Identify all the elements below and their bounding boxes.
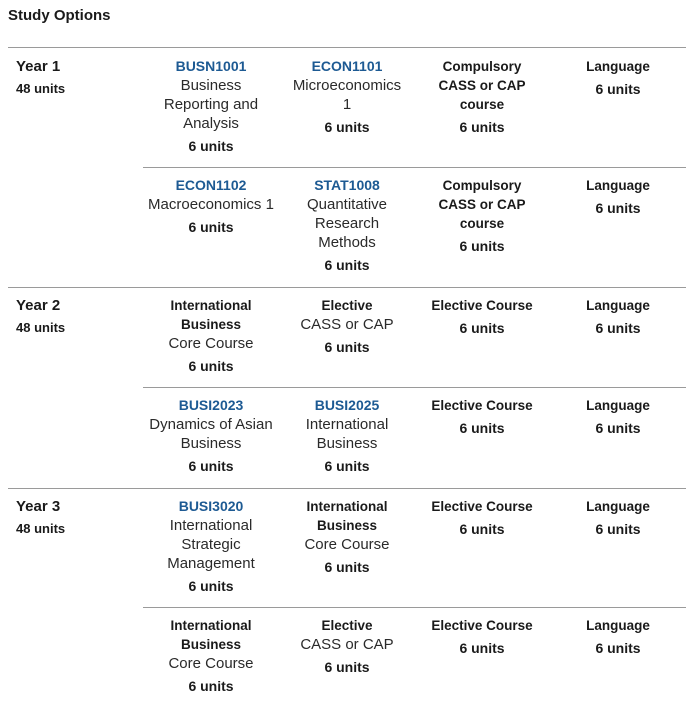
- course-cell: [417, 396, 547, 438]
- course-cell: [417, 296, 547, 338]
- course-units: 6 units: [324, 257, 370, 273]
- course-units: 6 units: [459, 640, 505, 656]
- course-units: 6 units: [188, 678, 234, 694]
- course-cell: [146, 176, 276, 237]
- year-label-1: [16, 57, 65, 97]
- page-title: Study Options: [8, 7, 111, 24]
- course-cell: [282, 497, 412, 577]
- year-units: 48 units: [16, 521, 66, 536]
- course-heading: Elective: [321, 298, 373, 313]
- year-divider: [8, 47, 686, 48]
- year-label-3: [16, 497, 65, 537]
- course-heading: Elective Course: [431, 398, 533, 413]
- course-title: Core Course: [168, 655, 254, 672]
- course-heading: Language: [586, 499, 650, 514]
- course-heading: Language: [586, 178, 650, 193]
- year-name: Year 3: [16, 498, 61, 515]
- course-cell: [417, 57, 547, 137]
- course-code-link[interactable]: STAT1008: [314, 177, 380, 193]
- course-cell: [146, 497, 276, 596]
- course-cell: [553, 497, 683, 539]
- year-units: 48 units: [16, 81, 66, 96]
- row-divider: [143, 607, 686, 608]
- course-title: Macroeconomics 1: [148, 196, 274, 213]
- course-title: Microeconomics 1: [292, 77, 402, 113]
- course-units: 6 units: [188, 219, 234, 235]
- year-label-2: [16, 296, 65, 336]
- course-cell: [553, 396, 683, 438]
- year-name: Year 2: [16, 297, 61, 314]
- course-cell: [146, 57, 276, 156]
- course-heading: International Business: [170, 298, 252, 332]
- course-units: 6 units: [324, 659, 370, 675]
- course-cell: [417, 497, 547, 539]
- course-cell: [282, 57, 412, 137]
- course-heading: International Business: [306, 499, 388, 533]
- course-units: 6 units: [459, 521, 505, 537]
- course-heading: Elective Course: [431, 499, 533, 514]
- course-units: 6 units: [324, 559, 370, 575]
- course-heading: Compulsory CASS or CAP course: [438, 178, 526, 231]
- course-code-link[interactable]: BUSI2025: [314, 397, 380, 413]
- course-units: 6 units: [459, 119, 505, 135]
- course-units: 6 units: [324, 339, 370, 355]
- course-heading: Elective Course: [431, 618, 533, 633]
- course-heading: Language: [586, 59, 650, 74]
- course-cell: [146, 396, 276, 476]
- course-cell: [553, 57, 683, 99]
- year-name: Year 1: [16, 58, 61, 75]
- course-heading: Elective: [321, 618, 373, 633]
- course-units: 6 units: [188, 578, 234, 594]
- course-units: 6 units: [459, 320, 505, 336]
- row-divider: [143, 167, 686, 168]
- course-units: 6 units: [188, 358, 234, 374]
- course-units: 6 units: [324, 458, 370, 474]
- course-units: 6 units: [188, 138, 234, 154]
- course-units: 6 units: [595, 320, 641, 336]
- course-cell: [553, 616, 683, 658]
- course-units: 6 units: [595, 521, 641, 537]
- course-heading: Elective Course: [431, 298, 533, 313]
- course-cell: [146, 616, 276, 696]
- row-divider: [143, 387, 686, 388]
- course-code-link[interactable]: BUSI3020: [178, 498, 244, 514]
- course-title: CASS or CAP: [300, 316, 394, 333]
- course-code-link[interactable]: ECON1102: [175, 177, 247, 193]
- course-cell: [417, 616, 547, 658]
- course-heading: International Business: [170, 618, 252, 652]
- course-heading: Language: [586, 398, 650, 413]
- course-title: CASS or CAP: [300, 636, 394, 653]
- course-units: 6 units: [595, 640, 641, 656]
- course-units: 6 units: [459, 420, 505, 436]
- course-cell: [146, 296, 276, 376]
- course-cell: [282, 296, 412, 357]
- course-units: 6 units: [459, 238, 505, 254]
- course-heading: Language: [586, 298, 650, 313]
- course-units: 6 units: [595, 420, 641, 436]
- course-cell: [553, 176, 683, 218]
- course-title: International Strategic Management: [167, 517, 255, 572]
- course-cell: [282, 616, 412, 677]
- course-cell: [282, 176, 412, 275]
- course-cell: [417, 176, 547, 256]
- year-units: 48 units: [16, 320, 66, 335]
- course-title: Business Reporting and Analysis: [163, 77, 259, 132]
- course-cell: [282, 396, 412, 476]
- course-title: Dynamics of Asian Business: [149, 416, 273, 452]
- course-units: 6 units: [595, 200, 641, 216]
- course-title: Core Course: [168, 335, 254, 352]
- year-divider: [8, 488, 686, 489]
- course-cell: [553, 296, 683, 338]
- course-units: 6 units: [324, 119, 370, 135]
- course-title: International Business: [305, 416, 389, 452]
- course-heading: Compulsory CASS or CAP course: [438, 59, 526, 112]
- course-title: Core Course: [304, 536, 390, 553]
- course-code-link[interactable]: BUSI2023: [178, 397, 244, 413]
- course-units: 6 units: [188, 458, 234, 474]
- year-divider: [8, 287, 686, 288]
- course-units: 6 units: [595, 81, 641, 97]
- course-heading: Language: [586, 618, 650, 633]
- course-title: Quantitative Research Methods: [306, 196, 388, 251]
- course-code-link[interactable]: BUSN1001: [175, 58, 247, 74]
- course-code-link[interactable]: ECON1101: [311, 58, 383, 74]
